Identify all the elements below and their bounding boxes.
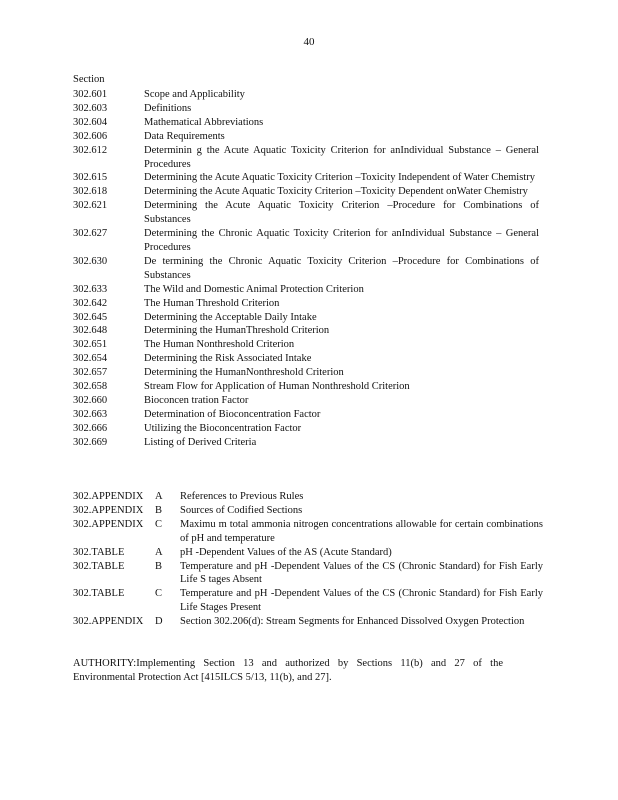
section-number: 302.601 bbox=[73, 89, 108, 100]
table-of-contents bbox=[73, 73, 543, 450]
page-number: 40 bbox=[303, 36, 315, 48]
section-number: 302.663 bbox=[73, 408, 108, 420]
toc-entry bbox=[73, 324, 543, 338]
toc-entry bbox=[73, 171, 543, 185]
section-title: Mathematical Abbreviations bbox=[144, 116, 264, 128]
appendix-title: Sources of Codified Sections bbox=[180, 504, 303, 516]
section-number: 302.621 bbox=[73, 200, 108, 212]
appendix-kind: 302.TABLE bbox=[73, 546, 125, 558]
toc-entry bbox=[73, 436, 543, 450]
toc-entry bbox=[73, 283, 543, 297]
section-number: 302.615 bbox=[73, 172, 108, 184]
section-number: 302.604 bbox=[73, 116, 108, 128]
appendix-entry bbox=[73, 504, 543, 518]
toc-entry bbox=[73, 380, 543, 394]
section-number: 302.648 bbox=[73, 325, 108, 337]
appendix-entry bbox=[73, 587, 543, 615]
appendix-letter: A bbox=[155, 546, 163, 558]
section-number: 302.603 bbox=[73, 102, 108, 114]
appendix-entry bbox=[73, 490, 543, 504]
section-title: Determining the Acute Aquatic Toxicity Criterion –Toxicity Dependent onWater Chemistry bbox=[144, 186, 528, 198]
section-title: Determining the Acute Aquatic Toxicity Criterion –Toxicity Independent of Water Chemistry bbox=[144, 172, 535, 184]
appendix-kind: 302.TABLE bbox=[73, 560, 125, 572]
appendix-title: pH -Dependent Values of the AS (Acute Standard) bbox=[180, 546, 392, 558]
section-number: 302.657 bbox=[73, 367, 108, 379]
appendix-kind: 302.TABLE bbox=[73, 588, 125, 600]
section-number: 302.669 bbox=[73, 436, 108, 448]
section-number: 302.658 bbox=[73, 381, 108, 393]
appendix-list bbox=[73, 490, 543, 629]
section-title: Determination of Bioconcentration Factor bbox=[144, 408, 321, 420]
toc-entry bbox=[73, 297, 543, 311]
appendix-entry bbox=[73, 560, 543, 588]
toc-list bbox=[73, 88, 543, 450]
appendix-kind: 302.APPENDIX bbox=[73, 616, 144, 628]
section-number: 302.633 bbox=[73, 283, 108, 295]
section-heading: Section bbox=[73, 74, 105, 85]
section-title: The Human Nonthreshold Criterion bbox=[144, 339, 295, 351]
section-title: Scope and Applicability bbox=[144, 89, 245, 100]
toc-entry bbox=[73, 311, 543, 325]
toc-entry bbox=[73, 144, 543, 172]
appendix-letter: D bbox=[155, 616, 163, 628]
section-number: 302.642 bbox=[73, 297, 108, 309]
section-title: Determinin g the Acute Aquatic Toxicity Criterion for anIndividual Substance – General Procedures bbox=[144, 144, 539, 170]
toc-entry bbox=[73, 88, 543, 102]
toc-entry bbox=[73, 366, 543, 380]
section-number: 302.651 bbox=[73, 339, 108, 351]
appendix-title: References to Previous Rules bbox=[180, 491, 304, 502]
appendix-title: Section 302.206(d): Stream Segments for Enhanced Dissolved Oxygen Protection bbox=[180, 616, 525, 628]
section-title: Data Requirements bbox=[144, 130, 225, 142]
appendix-letter: C bbox=[155, 518, 163, 530]
appendix-title: Maximu m total ammonia nitrogen concentrations allowable for certain combinations of pH and temperature bbox=[180, 518, 543, 544]
toc-entry bbox=[73, 102, 543, 116]
appendix-entry bbox=[73, 518, 543, 546]
section-title: The Human Threshold Criterion bbox=[144, 297, 280, 309]
section-number: 302.660 bbox=[73, 394, 108, 406]
section-title: Determining the Acute Aquatic Toxicity Criterion –Procedure for Combinations of Substances bbox=[144, 200, 539, 226]
section-title: Determining the HumanNonthreshold Criterion bbox=[144, 367, 344, 379]
toc-entry bbox=[73, 408, 543, 422]
section-number: 302.606 bbox=[73, 130, 108, 142]
toc-entry bbox=[73, 227, 543, 255]
section-title: Determining the HumanThreshold Criterion bbox=[144, 325, 330, 337]
toc-entry bbox=[73, 352, 543, 366]
appendix-letter: B bbox=[155, 504, 163, 516]
appendix-kind: 302.APPENDIX bbox=[73, 504, 144, 516]
section-number: 302.645 bbox=[73, 311, 108, 323]
appendix-entry bbox=[73, 546, 543, 560]
appendix-kind: 302.APPENDIX bbox=[73, 518, 144, 530]
appendix-entry bbox=[73, 615, 543, 629]
section-number: 302.612 bbox=[73, 144, 108, 156]
appendix-letter: C bbox=[155, 588, 163, 600]
section-title: Definitions bbox=[144, 102, 192, 114]
toc-entry bbox=[73, 116, 543, 130]
section-number: 302.666 bbox=[73, 422, 108, 434]
appendix-kind: 302.APPENDIX bbox=[73, 491, 144, 502]
authority-note: AUTHORITY:Implementing Section 13 and authorized by Sections 11(b) and 27 of the Environmental Protection Act [415ILCS 5/13, 11(b), and 27]. bbox=[73, 658, 503, 683]
section-title: The Wild and Domestic Animal Protection Criterion bbox=[144, 283, 364, 295]
toc-entry bbox=[73, 130, 543, 144]
section-title: Listing of Derived Criteria bbox=[144, 436, 257, 448]
section-number: 302.654 bbox=[73, 353, 108, 365]
toc-entry bbox=[73, 185, 543, 199]
section-number: 302.627 bbox=[73, 228, 108, 240]
section-title: Bioconcen tration Factor bbox=[144, 394, 249, 406]
appendix-letter: B bbox=[155, 560, 163, 572]
section-title: De termining the Chronic Aquatic Toxicity Criterion –Procedure for Combinations of Substances bbox=[144, 255, 539, 281]
toc-entry bbox=[73, 199, 543, 227]
toc-entry bbox=[73, 394, 543, 408]
appendix-title: Temperature and pH -Dependent Values of the CS (Chronic Standard) for Fish Early Life S tages Absent bbox=[180, 560, 543, 586]
section-title: Determining the Acceptable Daily Intake bbox=[144, 311, 317, 323]
section-title: Utilizing the Bioconcentration Factor bbox=[144, 422, 302, 434]
section-title: Determining the Risk Associated Intake bbox=[144, 353, 312, 365]
section-number: 302.618 bbox=[73, 186, 108, 198]
toc-entry bbox=[73, 422, 543, 436]
toc-entry bbox=[73, 255, 543, 283]
appendix-title: Temperature and pH -Dependent Values of the CS (Chronic Standard) for Fish Early Life Stages Present bbox=[180, 588, 543, 614]
section-number: 302.630 bbox=[73, 255, 108, 267]
section-title: Determining the Chronic Aquatic Toxicity Criterion for anIndividual Substance – General Procedures bbox=[144, 228, 539, 253]
appendix-letter: A bbox=[155, 491, 163, 502]
section-title: Stream Flow for Application of Human Nonthreshold Criterion bbox=[144, 381, 410, 393]
toc-entry bbox=[73, 338, 543, 352]
